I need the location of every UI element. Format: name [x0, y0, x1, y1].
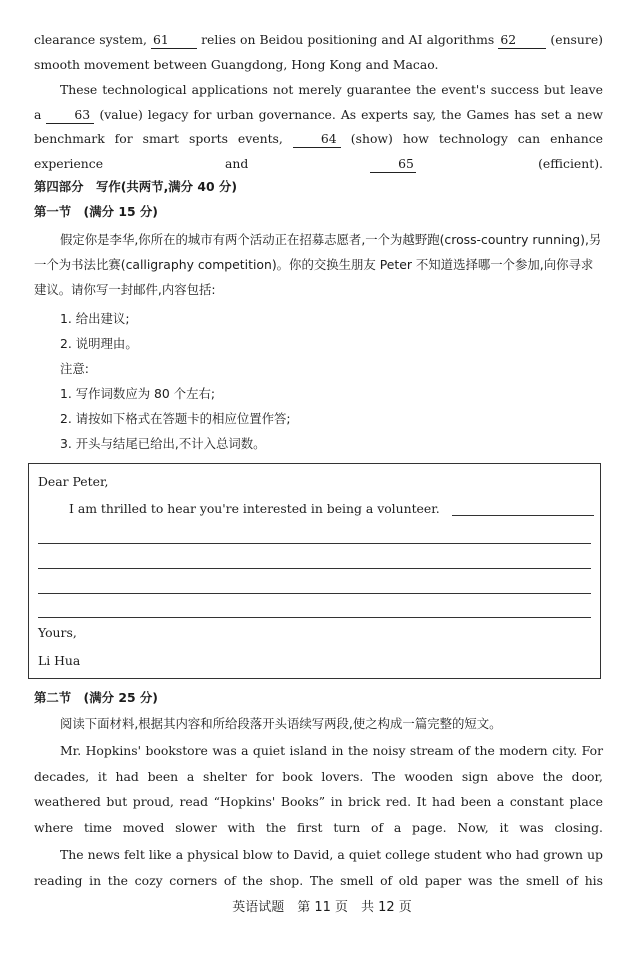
note-1: 1. 写作词数应为 80 个左右; — [60, 386, 216, 401]
note-label: 注意: — [60, 361, 89, 376]
note-3: 3. 开头与结尾已给出,不计入总词数。 — [60, 436, 266, 451]
answer-line[interactable] — [38, 593, 591, 594]
answer-line[interactable] — [38, 617, 591, 618]
letter-answer-box — [28, 463, 601, 679]
requirement-1: 1. 给出建议; — [60, 311, 130, 326]
requirement-2: 2. 说明理由。 — [60, 336, 138, 351]
answer-line[interactable] — [452, 515, 594, 516]
section1-heading: 第一节 (满分 15 分) — [34, 204, 158, 219]
story-paragraph-2: The news felt like a physical blow to David, a quiet college student who had grown up reading in the cozy corners of the shop. The smell of old paper was the smell of his — [34, 847, 603, 888]
letter-opening: I am thrilled to hear you're interested in being a volunteer. — [69, 501, 440, 516]
passage-line-2: smooth movement between Guangdong, Hong Kong and Macao. — [34, 57, 439, 72]
letter-signature: Li Hua — [38, 653, 81, 668]
page-footer: 英语试题 第 11 页 共 12 页 — [232, 900, 412, 915]
blank-64: 64 — [293, 131, 341, 148]
section1-prompt: 假定你是李华,你所在的城市有两个活动正在招募志愿者,一个为越野跑(cross-country running),另一个为书法比赛(calligraphy competition)。你的交换生朋友 Peter 不知道选择哪一个参加,向你寻求建议。请你写一封邮件,内容包括: — [34, 232, 602, 297]
note-2: 2. 请按如下格式在答题卡的相应位置作答; — [60, 411, 291, 426]
blank-61: 61 — [151, 32, 197, 49]
letter-greeting: Dear Peter, — [38, 474, 109, 489]
answer-line[interactable] — [38, 543, 591, 544]
letter-closing: Yours, — [38, 625, 77, 640]
part4-heading: 第四部分 写作(共两节,满分 40 分) — [34, 179, 237, 194]
answer-line[interactable] — [38, 568, 591, 569]
blank-63: 63 — [46, 107, 94, 124]
section2-heading: 第二节 (满分 25 分) — [34, 690, 158, 705]
story-paragraph-1: Mr. Hopkins' bookstore was a quiet island in the noisy stream of the modern city. For decades, it had been a shelter for book lovers. The wooden sign above the door, weathered but proud, read “Hopkins' Books” in brick red. It had been a constant place where time moved slower with the first turn of a page. Now, it was closing. — [34, 743, 603, 835]
blank-62: 62 — [498, 32, 546, 49]
passage-paragraph-2: These technological applications not merely guarantee the event's success but leave a 63 (value) legacy for urban governance. As experts say, the Games has set a new benchmark for smart sports events, 64 (show) how technology can enhance experience and 65 (efficient). — [34, 82, 603, 171]
passage-line-1: clearance system, 61 relies on Beidou positioning and AI algorithms 62 (ensure) — [34, 32, 603, 47]
blank-65: 65 — [370, 156, 416, 173]
section2-instruction: 阅读下面材料,根据其内容和所给段落开头语续写两段,使之构成一篇完整的短文。 — [60, 716, 502, 731]
